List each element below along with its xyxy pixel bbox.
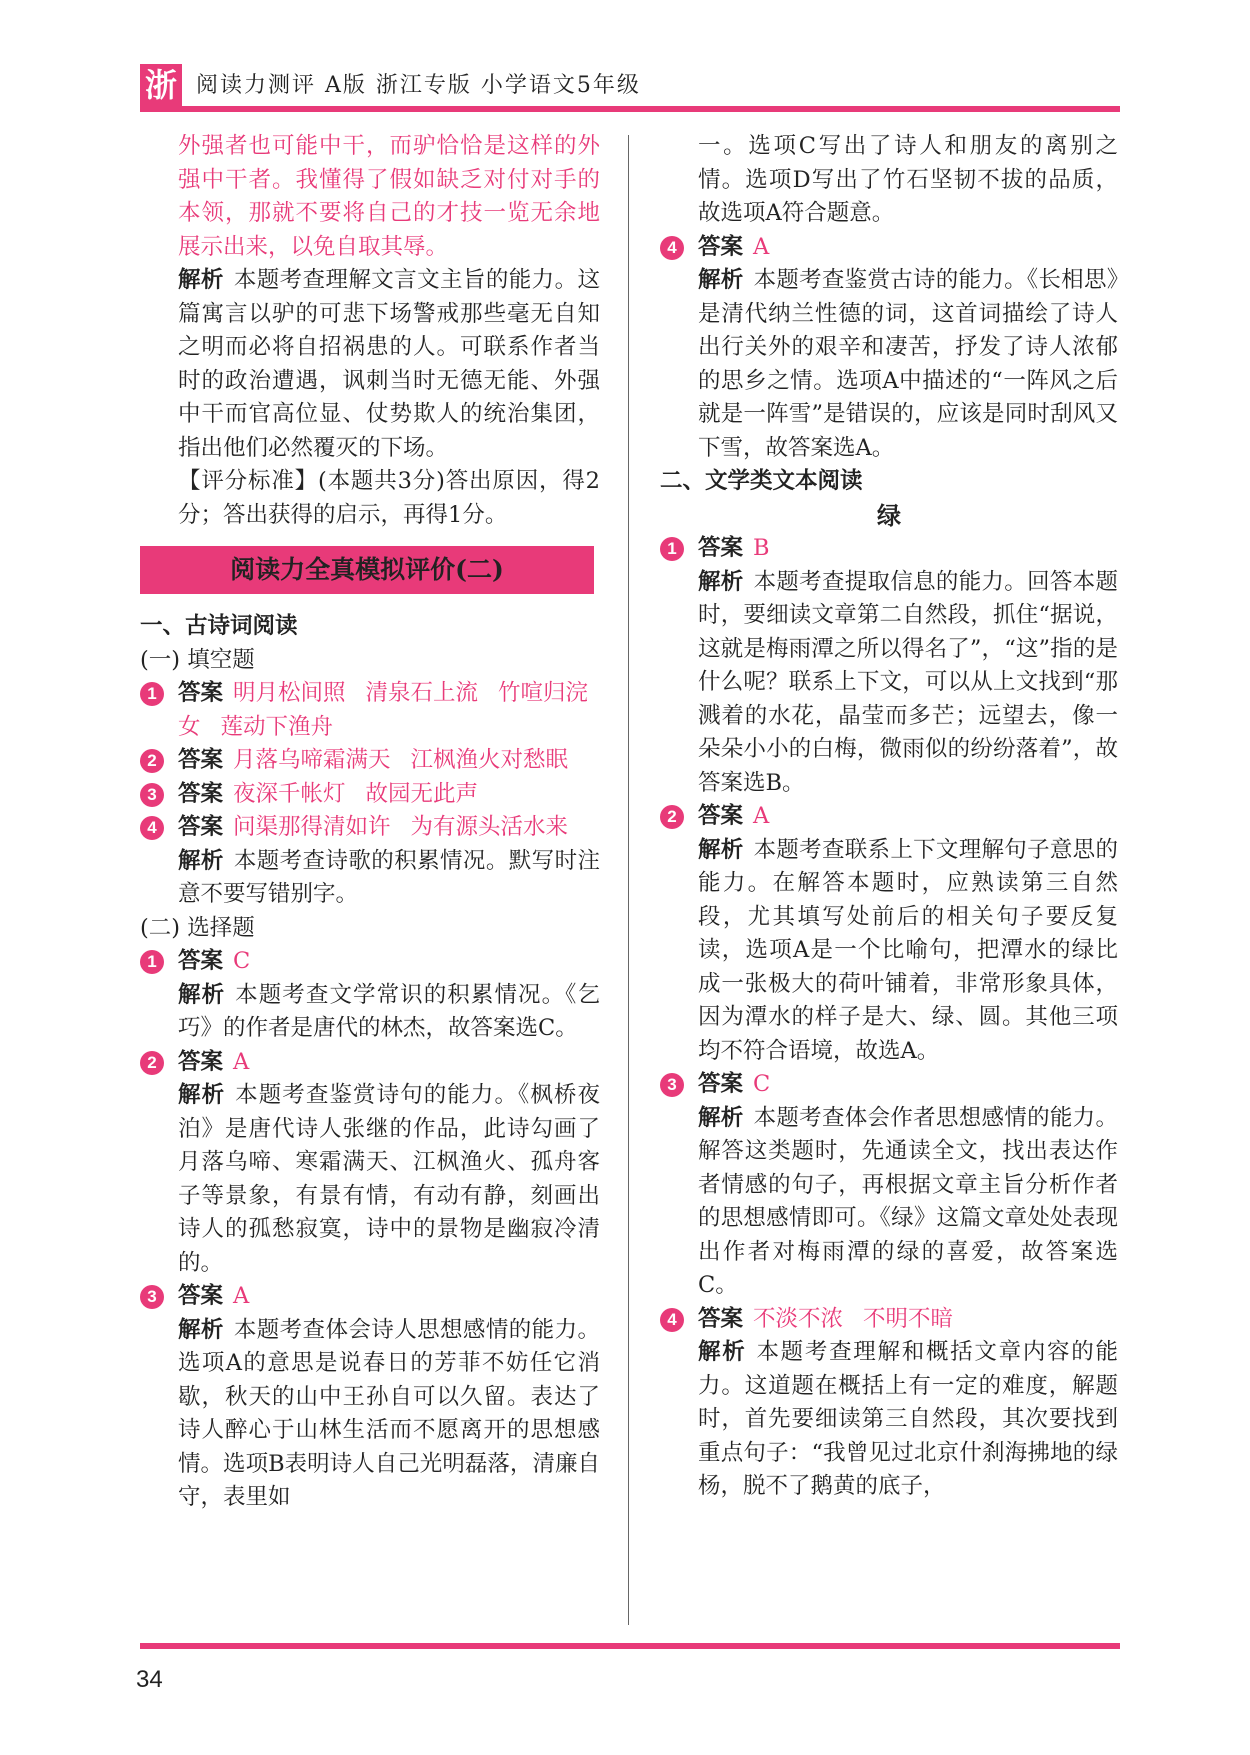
footer-rule xyxy=(140,1643,1120,1649)
page-number: 34 xyxy=(136,1666,163,1693)
right-column xyxy=(660,130,1118,1504)
answer-text: C xyxy=(233,948,251,974)
answer-text: A xyxy=(233,1283,250,1309)
analysis-text: 本题考查联系上下文理解句子意思的能力。在解答本题时，应熟读第三自然段，尤其填写处前后的相关句子要反复读，选项A是一个比喻句，把潭水的绿比成一张极大的荷叶铺着，非常形象具体，因为潭水的样子是大、绿、圆。其他三项均不符合语境，故选A。 xyxy=(698,836,1118,1064)
subsection-fill: (一) 填空题 xyxy=(140,646,255,673)
fill-question-4 xyxy=(140,811,600,845)
analysis-label: 解析 xyxy=(178,981,226,1008)
choice-question-2 xyxy=(140,1046,600,1281)
answer-label: 答案 xyxy=(698,1305,744,1332)
answer-text: B xyxy=(753,535,770,561)
fill-question-2 xyxy=(140,744,600,778)
question-number: 1 xyxy=(660,537,684,561)
answer-text: 月落乌啼霜满天 xyxy=(233,747,391,773)
question-number: 2 xyxy=(140,749,164,773)
continued-analysis: 一。选项C写出了诗人和朋友的离别之情。选项D写出了竹石坚韧不拔的品质，故选项A符合题意。 xyxy=(698,133,1118,226)
column-divider xyxy=(628,135,629,1625)
reading-analysis xyxy=(698,834,1118,1069)
analysis-text: 本题考查提取信息的能力。回答本题时，要细读文章第二自然段，抓住“据说，这就是梅雨潭之所以得名了”，“这”指的是什么呢？联系上下文，可以从上文找到“那溅着的水花，晶莹而多芒；远望去，像一朵朵小小的白梅，微雨似的纷纷落着”，故答案选B。 xyxy=(698,568,1118,796)
answer-label: 答案 xyxy=(698,803,744,829)
answer-label: 答案 xyxy=(178,948,224,974)
question-number: 3 xyxy=(660,1073,684,1097)
reading-analysis xyxy=(698,1336,1118,1504)
header-rule xyxy=(140,106,1120,112)
choice-analysis xyxy=(178,1314,600,1515)
answer-label: 答案 xyxy=(178,780,224,807)
answer-text: A xyxy=(753,233,770,260)
question-number: 4 xyxy=(660,1308,684,1332)
question-number: 2 xyxy=(140,1051,164,1075)
reading-question-3 xyxy=(660,1068,1118,1303)
question-number: 3 xyxy=(140,1285,164,1309)
fill-analysis xyxy=(140,845,600,912)
analysis-label: 解析 xyxy=(178,847,224,874)
reading-analysis xyxy=(698,566,1118,801)
scoring-standard: 【评分标准】(本题共3分)答出原因，得2分；答出获得的启示，再得1分。 xyxy=(178,468,600,528)
answer-text: 江枫渔火对愁眠 xyxy=(410,747,569,773)
left-column xyxy=(140,130,600,1515)
answer-label: 答案 xyxy=(178,1048,224,1075)
choice-analysis xyxy=(178,979,600,1046)
answer-text: 明月松间照 xyxy=(233,680,346,706)
answer-text: A xyxy=(233,1048,250,1075)
choice-analysis xyxy=(698,264,1118,465)
answer-text: 故园无此声 xyxy=(365,780,479,807)
section-title-literary: 二、文学类文本阅读 xyxy=(660,468,863,494)
answer-label: 答案 xyxy=(178,680,224,706)
intro-analysis xyxy=(140,264,600,465)
question-number: 2 xyxy=(660,805,684,829)
analysis-label: 解析 xyxy=(698,568,744,595)
page-header xyxy=(140,60,1120,112)
article-title: 绿 xyxy=(877,500,901,530)
answer-label: 答案 xyxy=(178,1283,224,1309)
answer-text: 为有源头活水来 xyxy=(410,814,569,840)
answer-label: 答案 xyxy=(698,233,744,260)
intro-answer: 外强者也可能中干，而驴恰恰是这样的外强中干者。我懂得了假如缺乏对付对手的本领，那就不要将自己的才技一览无余地展示出来，以免自取其辱。 xyxy=(178,133,600,260)
choice-analysis xyxy=(178,1079,600,1280)
intro-analysis-text: 本题考查理解文言文主旨的能力。这篇寓言以驴的可悲下场警戒那些毫无自知之明而必将自招祸患的人。可联系作者当时的政治遭遇，讽刺当时无德无能、外强中干而官高位显、仗势欺人的统治集团，指出他们必然覆灭的下场。 xyxy=(178,267,600,461)
choice-question-4 xyxy=(660,231,1118,466)
choice-question-1 xyxy=(140,945,600,1046)
reading-question-1 xyxy=(660,532,1118,800)
analysis-label: 解析 xyxy=(698,1339,747,1365)
answer-text: 清泉石上流 xyxy=(365,680,479,706)
answer-text: 不淡不浓 xyxy=(753,1305,844,1332)
subsection-choice: (二) 选择题 xyxy=(140,914,255,941)
fill-question-3 xyxy=(140,778,600,812)
analysis-label: 解析 xyxy=(698,267,744,293)
analysis-label: 解析 xyxy=(698,1104,744,1131)
question-number: 1 xyxy=(140,682,164,706)
answer-label: 答案 xyxy=(698,1071,744,1097)
question-number: 4 xyxy=(140,816,164,840)
reading-question-4 xyxy=(660,1303,1118,1504)
section-title-poetry: 一、古诗词阅读 xyxy=(140,613,298,639)
reading-analysis xyxy=(698,1102,1118,1303)
analysis-text: 本题考查鉴赏古诗的能力。《长相思》是清代纳兰性德的词，这首词描绘了诗人出行关外的艰辛和凄苦，抒发了诗人浓郁的思乡之情。选项A中描述的“一阵风之后就是一阵雪”是错误的，应该是同时刮风又下雪，故答案选A。 xyxy=(698,267,1118,461)
question-number: 1 xyxy=(140,950,164,974)
answer-text: A xyxy=(753,803,770,829)
answer-text: 夜深千帐灯 xyxy=(233,780,346,807)
section-banner: 阅读力全真模拟评价(二) xyxy=(140,546,594,594)
header-title: 阅读力测评 A版 浙江专版 小学语文5年级 xyxy=(196,73,641,98)
analysis-label: 解析 xyxy=(698,836,744,863)
answer-text: 问渠那得清如许 xyxy=(233,814,391,840)
answer-label: 答案 xyxy=(178,747,224,773)
analysis-label: 解析 xyxy=(178,1082,226,1108)
analysis-text: 本题考查鉴赏诗句的能力。《枫桥夜泊》是唐代诗人张继的作品，此诗勾画了月落乌啼、寒霜满天、江枫渔火、孤舟客子等景象，有景有情，有动有静，刻画出诗人的孤愁寂寞，诗中的景物是幽寂冷清的。 xyxy=(178,1082,600,1276)
question-number: 3 xyxy=(140,783,164,807)
fill-question-1 xyxy=(140,677,600,744)
choice-question-3 xyxy=(140,1280,600,1515)
reading-question-2 xyxy=(660,800,1118,1068)
answer-text: C xyxy=(753,1071,771,1097)
answer-text: 竹喧归浣女 xyxy=(178,680,589,740)
analysis-label: 解析 xyxy=(178,1316,224,1343)
answer-label: 答案 xyxy=(698,535,744,561)
analysis-label: 解析 xyxy=(178,267,224,293)
answer-text: 不明不暗 xyxy=(863,1305,954,1332)
fill-analysis-text: 本题考查诗歌的积累情况。默写时注意不要写错别字。 xyxy=(178,847,600,907)
answer-label: 答案 xyxy=(178,814,224,840)
zhejiang-logo: 浙 xyxy=(140,64,182,106)
question-number: 4 xyxy=(660,236,684,260)
answer-text: 莲动下渔舟 xyxy=(220,713,334,740)
analysis-text: 本题考查理解和概括文章内容的能力。这道题在概括上有一定的难度，解题时，首先要细读第三自然段，其次要找到重点句子：“我曾见过北京什刹海拂地的绿杨，脱不了鹅黄的底子， xyxy=(698,1339,1118,1499)
analysis-text: 本题考查体会诗人思想感情的能力。选项A的意思是说春日的芳菲不妨任它消歇，秋天的山中王孙自可以久留。表达了诗人醉心于山林生活而不愿离开的思想感情。选项B表明诗人自己光明磊落，清廉自守，表里如 xyxy=(178,1316,600,1510)
analysis-text: 本题考查体会作者思想感情的能力。解答这类题时，先通读全文，找出表达作者情感的句子，再根据文章主旨分析作者的思想感情即可。《绿》这篇文章处处表现出作者对梅雨潭的绿的喜爱，故答案选C。 xyxy=(698,1104,1118,1298)
analysis-text: 本题考查文学常识的积累情况。《乞巧》的作者是唐代的林杰，故答案选C。 xyxy=(178,981,600,1041)
